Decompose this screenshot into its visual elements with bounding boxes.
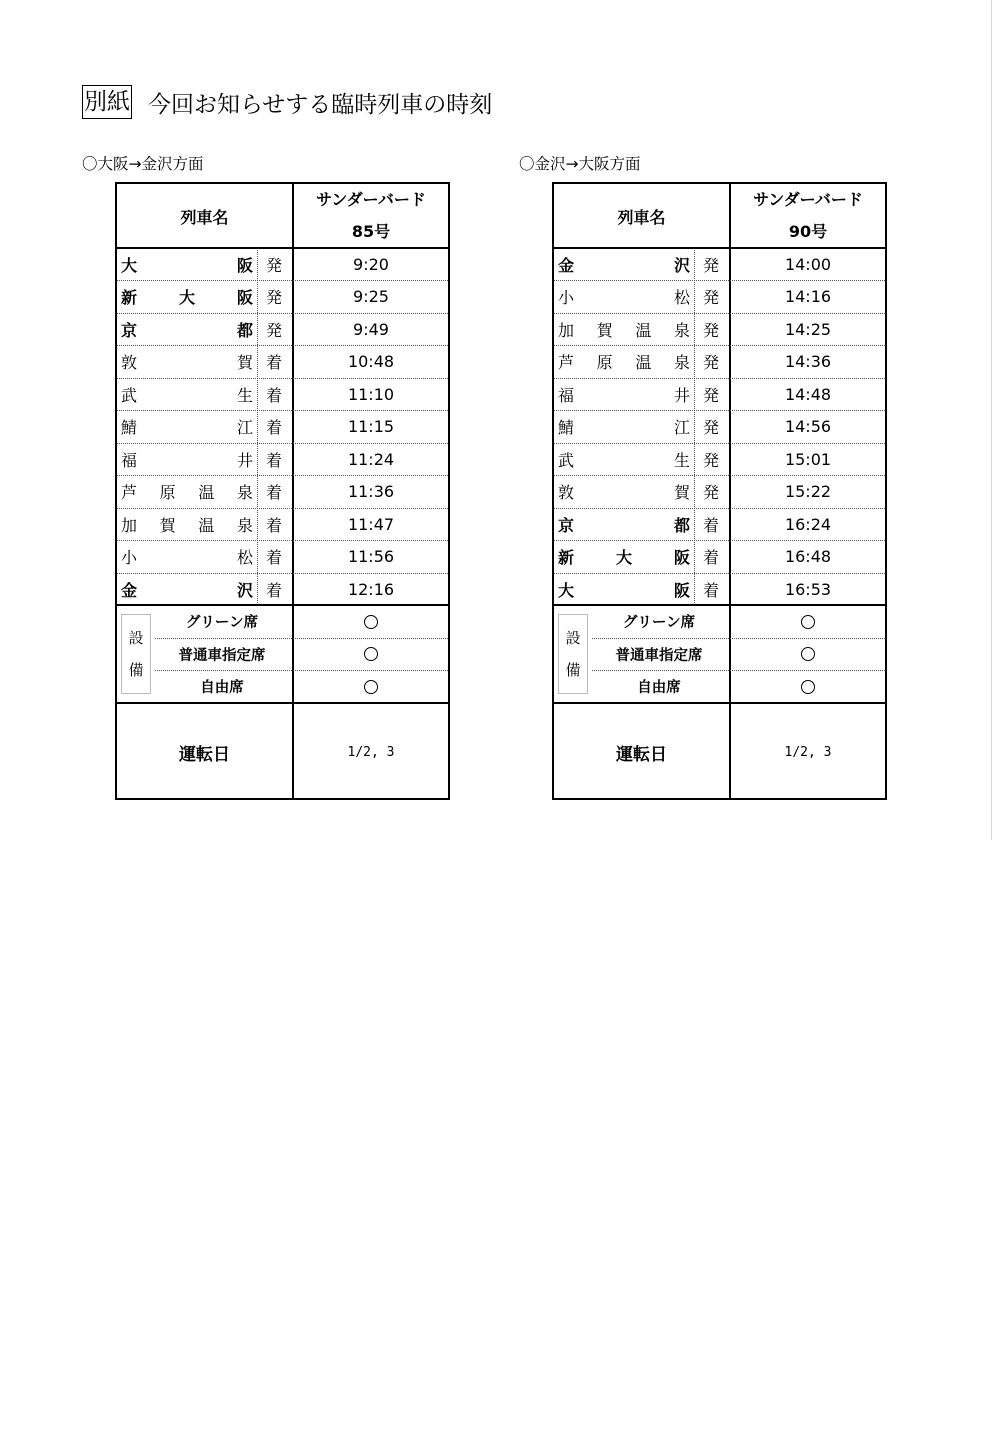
facility-label: グリーン席	[185, 615, 259, 631]
circle-mark-icon	[801, 615, 815, 629]
station-time: 9:25	[353, 287, 389, 306]
station-name-char: 泉	[673, 353, 690, 372]
station-name	[121, 476, 253, 508]
station-arr-dep: 着	[702, 548, 719, 567]
attachment-tag: 別紙	[82, 85, 132, 119]
train-number: 90号	[788, 222, 828, 241]
station-name	[121, 541, 253, 573]
station-arr-dep: 着	[702, 580, 719, 600]
train-name: サンダーバード	[753, 190, 863, 209]
station-name	[121, 508, 253, 540]
facility-label: 自由席	[200, 680, 244, 696]
station-name-char: 加	[558, 320, 575, 340]
operation-days-value: 1/2, 3	[784, 744, 832, 760]
station-name-char: 温	[198, 483, 215, 502]
station-name	[558, 411, 690, 443]
station-name-char: 大	[121, 255, 138, 275]
header-train	[731, 184, 885, 248]
station-arr-dep: 発	[702, 353, 719, 372]
station-arr-dep: 着	[265, 385, 282, 405]
station-time: 16:24	[784, 514, 832, 534]
station-name-char: 松	[673, 288, 690, 307]
station-time: 14:25	[784, 319, 832, 339]
station-name	[558, 573, 690, 605]
station-name	[121, 281, 253, 313]
station-time: 11:47	[347, 514, 395, 534]
station-name-char: 生	[236, 385, 253, 405]
station-name-char: 金	[558, 255, 575, 275]
station-time: 14:56	[784, 417, 832, 436]
station-arr-dep: 発	[265, 288, 282, 307]
page-edge-line	[991, 0, 992, 840]
station-name-char: 沢	[236, 580, 253, 600]
station-name-char: 泉	[236, 515, 253, 535]
station-time: 9:20	[353, 254, 389, 274]
station-name-char: 井	[236, 450, 253, 470]
title-text: 今回お知らせする臨時列車の時刻	[148, 91, 493, 118]
circle-mark-icon	[801, 647, 815, 661]
circle-mark-icon	[364, 680, 378, 694]
station-arr-dep: 発	[702, 450, 719, 470]
station-name-char: 泉	[673, 320, 690, 340]
station-time: 12:16	[347, 579, 395, 599]
station-arr-dep: 着	[265, 548, 282, 567]
facility-available-icon	[731, 606, 885, 638]
station-name-char: 井	[673, 385, 690, 405]
timetable-kanazawa-to-osaka	[552, 182, 887, 800]
station-name-char: 金	[121, 580, 138, 600]
station-name-char: 松	[236, 548, 253, 567]
station-name	[121, 248, 253, 280]
station-time: 11:36	[347, 482, 395, 501]
station-name-char: 小	[558, 288, 575, 307]
station-arr-dep: 発	[702, 385, 719, 405]
header-train-name-label: 列車名	[180, 207, 229, 227]
station-name	[558, 476, 690, 508]
station-name-char: 京	[558, 515, 575, 535]
station-name	[121, 313, 253, 345]
station-arr-dep: 発	[702, 255, 719, 275]
station-name-char: 温	[198, 515, 215, 535]
station-arr-dep: 発	[702, 483, 719, 502]
facility-label: 普通車指定席	[178, 647, 266, 664]
facility-label: グリーン席	[622, 615, 696, 631]
station-name-char: 温	[635, 353, 652, 372]
facility-available-icon	[731, 638, 885, 670]
station-name-char: 都	[236, 320, 253, 340]
station-name-char: 芦	[121, 483, 138, 502]
station-time: 15:01	[784, 449, 832, 469]
station-name-char: 沢	[673, 255, 690, 275]
station-time: 15:22	[784, 482, 832, 501]
station-name-char: 武	[121, 385, 138, 405]
station-arr-dep: 発	[702, 320, 719, 340]
station-name-char: 温	[635, 320, 652, 340]
facility-available-icon	[731, 671, 885, 703]
section-label-kanazawa-osaka: 〇金沢→大阪方面	[519, 155, 641, 173]
circle-mark-icon	[364, 615, 378, 629]
station-arr-dep: 着	[265, 483, 282, 502]
facilities-label-top: 設	[128, 628, 144, 647]
station-name-char: 江	[673, 418, 690, 437]
station-name-char: 都	[673, 515, 690, 535]
station-time: 14:48	[784, 384, 832, 404]
station-arr-dep: 発	[265, 320, 282, 340]
station-time: 14:16	[784, 287, 832, 306]
station-name-char: 武	[558, 450, 575, 470]
station-name-char: 加	[121, 515, 138, 535]
station-name-char: 大	[615, 548, 632, 567]
station-time: 11:10	[347, 384, 395, 404]
station-name	[558, 281, 690, 313]
facility-available-icon	[294, 638, 448, 670]
station-arr-dep: 着	[265, 515, 282, 535]
station-name-char: 新	[121, 288, 138, 307]
operation-days-value: 1/2, 3	[347, 744, 395, 760]
station-name-char: 阪	[673, 548, 690, 567]
station-name-char: 大	[178, 288, 195, 307]
timetable-osaka-to-kanazawa	[115, 182, 450, 800]
station-time: 10:48	[347, 352, 395, 371]
station-arr-dep: 発	[702, 288, 719, 307]
station-name	[558, 346, 690, 378]
station-name-char: 賀	[596, 320, 613, 340]
station-name-char: 阪	[673, 580, 690, 600]
station-time: 14:00	[784, 254, 832, 274]
station-name-char: 京	[121, 320, 138, 340]
station-name-char: 阪	[236, 288, 253, 307]
facilities-label	[558, 614, 588, 694]
station-name-char: 江	[236, 418, 253, 437]
station-name-char: 敦	[558, 483, 575, 502]
station-name	[558, 378, 690, 410]
facility-available-icon	[294, 671, 448, 703]
facilities-label	[121, 614, 151, 694]
section-label-osaka-kanazawa: 〇大阪→金沢方面	[82, 155, 204, 173]
station-name-char: 鯖	[558, 418, 575, 437]
station-arr-dep: 発	[702, 418, 719, 437]
station-arr-dep: 発	[265, 255, 282, 275]
facility-label: 自由席	[637, 680, 681, 696]
station-name-char: 賀	[236, 353, 253, 372]
station-name-char: 小	[121, 548, 138, 567]
station-name-char: 福	[558, 385, 575, 405]
facilities-label-bottom: 備	[565, 660, 581, 679]
station-name-char: 原	[159, 483, 176, 502]
station-name	[121, 443, 253, 475]
circle-mark-icon	[801, 680, 815, 694]
facility-available-icon	[294, 606, 448, 638]
station-time: 11:15	[347, 417, 395, 436]
station-time: 9:49	[353, 319, 389, 339]
station-name-char: 鯖	[121, 418, 138, 437]
station-time: 14:36	[784, 352, 832, 371]
station-name-char: 福	[121, 450, 138, 470]
facility-label: 普通車指定席	[615, 647, 703, 664]
station-name	[121, 573, 253, 605]
facilities-label-top: 設	[565, 628, 581, 647]
station-name	[121, 346, 253, 378]
train-number: 85号	[351, 222, 391, 241]
train-name: サンダーバード	[316, 190, 426, 209]
facilities-label-bottom: 備	[128, 660, 144, 679]
station-name-char: 生	[673, 450, 690, 470]
station-name	[558, 248, 690, 280]
station-name	[558, 443, 690, 475]
station-name	[558, 508, 690, 540]
station-arr-dep: 着	[265, 418, 282, 437]
station-name-char: 芦	[558, 353, 575, 372]
header-train-name-label: 列車名	[617, 207, 666, 227]
operation-days-label: 運転日	[616, 744, 667, 765]
station-arr-dep: 着	[265, 450, 282, 470]
operation-days-label: 運転日	[179, 744, 230, 765]
station-time: 16:48	[784, 547, 832, 566]
station-name	[558, 541, 690, 573]
station-name	[558, 313, 690, 345]
station-name-char: 敦	[121, 353, 138, 372]
station-arr-dep: 着	[265, 580, 282, 600]
document-title	[82, 84, 492, 120]
station-arr-dep: 着	[265, 353, 282, 372]
station-name	[121, 378, 253, 410]
station-name-char: 新	[558, 548, 575, 567]
station-time: 11:56	[347, 547, 395, 566]
station-name-char: 阪	[236, 255, 253, 275]
station-time: 16:53	[784, 579, 832, 599]
station-arr-dep: 着	[702, 515, 719, 535]
station-time: 11:24	[347, 449, 395, 469]
station-name	[121, 411, 253, 443]
circle-mark-icon	[364, 647, 378, 661]
station-name-char: 賀	[673, 483, 690, 502]
station-name-char: 原	[596, 353, 613, 372]
header-train	[294, 184, 448, 248]
station-name-char: 賀	[159, 515, 176, 535]
station-name-char: 泉	[236, 483, 253, 502]
station-name-char: 大	[558, 580, 575, 600]
